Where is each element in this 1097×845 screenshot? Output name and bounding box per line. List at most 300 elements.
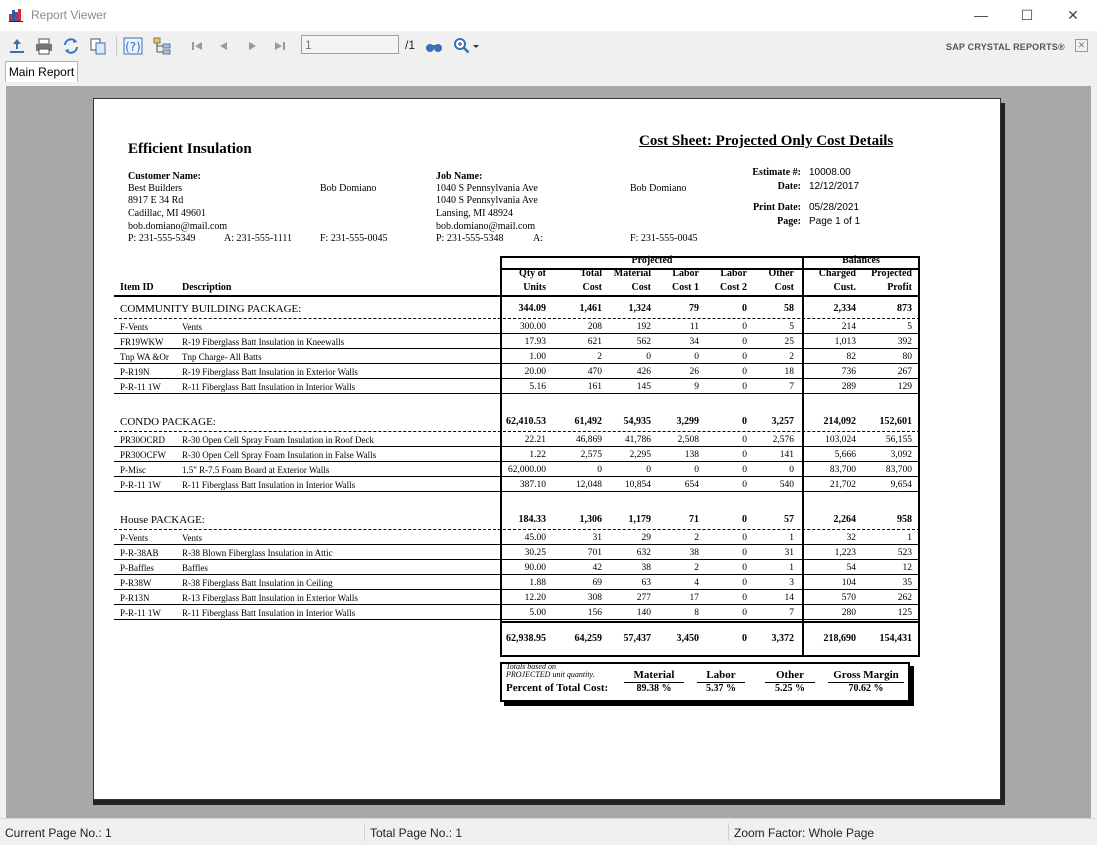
group-total-value: 873 xyxy=(897,303,912,314)
date-value: 12/12/2017 xyxy=(809,181,860,192)
item-value: 562 xyxy=(636,337,651,347)
other-percent-label: Other xyxy=(775,669,805,681)
row-rule xyxy=(114,574,920,575)
item-id: P-R38W xyxy=(120,578,152,588)
item-value: 125 xyxy=(897,608,912,618)
total-pages-status: Total Page No.: 1 xyxy=(370,826,463,840)
row-rule xyxy=(114,446,920,447)
group-total-value: 1,306 xyxy=(579,514,602,525)
job-phone: P: 231-555-5348 xyxy=(436,233,504,244)
customer-fax: F: 231-555-0045 xyxy=(320,233,388,244)
estimate-label: Estimate #: xyxy=(752,167,801,178)
row-rule xyxy=(114,461,920,462)
item-value: 0 xyxy=(694,352,699,362)
item-value: 5 xyxy=(789,322,794,332)
item-description: R-38 Blown Fiberglass Insulation in Attic xyxy=(182,548,333,558)
item-value: 2,508 xyxy=(677,435,699,445)
report-page xyxy=(93,98,1001,800)
row-rule xyxy=(114,348,920,349)
margin-percent-value: 70.62 % xyxy=(828,682,904,695)
item-value: 0 xyxy=(742,480,747,490)
item-value: 45.00 xyxy=(524,533,546,543)
page-number-input[interactable] xyxy=(301,35,399,54)
item-description: R-19 Fiberglass Batt Insulation in Kneewalls xyxy=(182,337,345,347)
item-value: 4 xyxy=(694,578,699,588)
item-value: 56,155 xyxy=(885,435,912,445)
item-value: 2 xyxy=(694,563,699,573)
column-header-lab2a: Labor xyxy=(720,268,747,279)
item-value: 0 xyxy=(597,465,602,475)
group-name: House PACKAGE: xyxy=(120,514,205,526)
company-name: Efficient Insulation xyxy=(128,141,252,157)
item-value: 0 xyxy=(742,352,747,362)
item-description: R-11 Fiberglass Batt Insulation in Interior Walls xyxy=(182,382,356,392)
item-value: 20.00 xyxy=(524,367,546,377)
row-rule xyxy=(114,491,920,492)
summary-note-2: PROJECTED unit quantity. xyxy=(506,670,595,679)
item-description: Baffles xyxy=(182,563,208,573)
item-value: 42 xyxy=(592,563,602,573)
item-value: 38 xyxy=(689,548,699,558)
balances-box-right xyxy=(918,256,920,656)
item-value: 12,048 xyxy=(575,480,602,490)
item-value: 9 xyxy=(694,382,699,392)
item-value: 1 xyxy=(907,533,912,543)
item-value: 83,700 xyxy=(829,465,856,475)
group-total-value: 0 xyxy=(742,416,747,427)
group-total-value: 57 xyxy=(784,514,794,525)
find-icon[interactable] xyxy=(424,36,444,56)
minimize-button[interactable]: — xyxy=(974,7,988,23)
item-value: 308 xyxy=(587,593,602,603)
item-value: 570 xyxy=(841,593,856,603)
material-percent-label: Material xyxy=(633,669,675,681)
title-bar xyxy=(0,0,1097,31)
group-total-value: 61,492 xyxy=(574,416,602,427)
group-total-value: 0 xyxy=(742,514,747,525)
row-rule xyxy=(114,363,920,364)
item-description: R-11 Fiberglass Batt Insulation in Interior Walls xyxy=(182,608,356,618)
group-total-value: 54,935 xyxy=(623,416,651,427)
item-value: 5,666 xyxy=(834,450,856,460)
column-header-prof1: Projected xyxy=(871,268,912,279)
item-id: P-R13N xyxy=(120,593,150,603)
item-value: 26 xyxy=(689,367,699,377)
item-value: 18 xyxy=(784,367,794,377)
current-page-status: Current Page No.: 1 xyxy=(5,826,112,840)
item-id: PR30OCRD xyxy=(120,435,166,445)
print-date-label: Print Date: xyxy=(752,202,801,213)
item-value: 138 xyxy=(684,450,699,460)
item-value: 1,013 xyxy=(834,337,856,347)
toolbar xyxy=(0,31,1097,61)
group-total-value: 1,461 xyxy=(579,303,602,314)
job-address-2: Lansing, MI 48924 xyxy=(436,208,513,219)
margin-percent-label: Gross Margin xyxy=(833,669,899,681)
item-value: 280 xyxy=(841,608,856,618)
item-value: 0 xyxy=(742,465,747,475)
help-icon[interactable] xyxy=(123,36,143,56)
group-total-value: 3,257 xyxy=(771,416,794,427)
labor-percent-label: Labor xyxy=(706,669,736,681)
item-value: 69 xyxy=(592,578,602,588)
header-bottom-rule xyxy=(114,295,920,297)
column-header-description: Description xyxy=(182,282,232,293)
first-page-icon[interactable] xyxy=(187,36,207,56)
group-total-value: 0 xyxy=(742,303,747,314)
item-description: Tnp Charge- All Batts xyxy=(182,352,262,362)
item-id: P-R19N xyxy=(120,367,150,377)
close-button[interactable]: ✕ xyxy=(1067,7,1079,23)
item-value: 214 xyxy=(841,322,856,332)
job-fax: F: 231-555-0045 xyxy=(630,233,698,244)
item-value: 31 xyxy=(784,548,794,558)
item-value: 262 xyxy=(897,593,912,603)
column-header-mat2: Cost xyxy=(631,282,651,293)
grand-total-bottom-rule xyxy=(500,655,920,657)
column-header-oth1: Other xyxy=(768,268,794,279)
job-email: bob.domiano@mail.com xyxy=(436,221,536,232)
item-value: 31 xyxy=(592,533,602,543)
status-bar xyxy=(0,818,1097,845)
job-name: 1040 S Pennsylvania Ave xyxy=(436,183,538,194)
customer-address-1: 8917 E 34 Rd xyxy=(128,195,184,206)
item-value: 0 xyxy=(742,548,747,558)
column-header-oth2: Cost xyxy=(774,282,794,293)
group-tree-icon[interactable] xyxy=(152,36,172,56)
item-value: 2,295 xyxy=(629,450,651,460)
toolbar-separator xyxy=(116,36,117,56)
item-id: FR19WKW xyxy=(120,337,164,347)
item-id: P-Baffles xyxy=(120,563,154,573)
item-id: P-R-11 1W xyxy=(120,382,161,392)
item-description: R-11 Fiberglass Batt Insulation in Interior Walls xyxy=(182,480,356,490)
item-value: 80 xyxy=(902,352,912,362)
customer-address-2: Cadillac, MI 49601 xyxy=(128,208,207,219)
group-total-value: 1,179 xyxy=(628,514,651,525)
item-description: Vents xyxy=(182,322,202,332)
export-icon[interactable] xyxy=(7,36,27,56)
row-rule xyxy=(114,476,920,477)
item-value: 32 xyxy=(846,533,856,543)
item-value: 10,854 xyxy=(624,480,651,490)
job-alt-phone: A: xyxy=(533,233,543,244)
item-value: 0 xyxy=(742,608,747,618)
item-description: 1.5" R-7.5 Foam Board at Exterior Walls xyxy=(182,465,330,475)
item-value: 104 xyxy=(841,578,856,588)
item-value: 0 xyxy=(646,465,651,475)
summary-note-1: Totals based on xyxy=(506,662,556,671)
copy-icon[interactable] xyxy=(88,36,108,56)
customer-label: Customer Name: xyxy=(128,171,201,182)
item-value: 8 xyxy=(694,608,699,618)
job-label: Job Name: xyxy=(436,171,483,182)
item-value: 3 xyxy=(789,578,794,588)
group-total-value: 152,601 xyxy=(879,416,912,427)
item-value: 35 xyxy=(902,578,912,588)
item-value: 470 xyxy=(587,367,602,377)
item-value: 701 xyxy=(587,548,602,558)
item-value: 5 xyxy=(907,322,912,332)
item-value: 392 xyxy=(897,337,912,347)
item-value: 0 xyxy=(742,563,747,573)
item-value: 17 xyxy=(689,593,699,603)
item-value: 208 xyxy=(587,322,602,332)
window-title: Report Viewer xyxy=(31,8,107,22)
row-rule xyxy=(114,559,920,560)
group-total-value: 2,264 xyxy=(833,514,856,525)
customer-name: Best Builders xyxy=(128,183,183,194)
group-total-value: 958 xyxy=(897,514,912,525)
grand-total-value: 3,450 xyxy=(676,633,699,644)
item-id: P-R-11 1W xyxy=(120,480,161,490)
row-rule xyxy=(114,378,920,379)
item-value: 29 xyxy=(641,533,651,543)
column-header-mat1: Material xyxy=(613,268,651,279)
item-value: 2 xyxy=(597,352,602,362)
grand-total-value: 57,437 xyxy=(623,633,651,644)
item-value: 0 xyxy=(646,352,651,362)
row-rule xyxy=(114,393,920,394)
group-dashed-rule xyxy=(114,529,920,530)
refresh-icon[interactable] xyxy=(61,36,81,56)
status-divider xyxy=(364,823,365,841)
item-value: 5.00 xyxy=(529,608,546,618)
item-value: 5.16 xyxy=(529,382,546,392)
group-total-value: 62,410.53 xyxy=(506,416,546,427)
grand-total-value: 154,431 xyxy=(879,633,912,644)
item-value: 54 xyxy=(846,563,856,573)
customer-email: bob.domiano@mail.com xyxy=(128,221,228,232)
item-description: Vents xyxy=(182,533,202,543)
item-value: 90.00 xyxy=(524,563,546,573)
customer-phone: P: 231-555-5349 xyxy=(128,233,196,244)
column-header-lab1b: Cost 1 xyxy=(672,282,699,293)
brand-label: SAP CRYSTAL REPORTS® xyxy=(946,42,1065,52)
column-header-prof2: Profit xyxy=(887,282,912,293)
group-name: COMMUNITY BUILDING PACKAGE: xyxy=(120,303,302,315)
item-value: 11 xyxy=(689,322,699,332)
item-value: 1.00 xyxy=(529,352,546,362)
estimate-value: 10008.00 xyxy=(809,167,851,178)
item-value: 62,000.00 xyxy=(508,465,546,475)
item-value: 2 xyxy=(789,352,794,362)
item-value: 0 xyxy=(742,533,747,543)
item-id: PR30OCFW xyxy=(120,450,167,460)
page-value: Page 1 of 1 xyxy=(809,216,861,227)
zoom-status: Zoom Factor: Whole Page xyxy=(734,826,875,840)
item-value: 632 xyxy=(636,548,651,558)
other-percent-value: 5.25 % xyxy=(765,682,815,695)
item-value: 0 xyxy=(789,465,794,475)
grand-total-value: 64,259 xyxy=(574,633,602,644)
item-value: 0 xyxy=(742,450,747,460)
column-header-lab2b: Cost 2 xyxy=(720,282,747,293)
group-total-value: 79 xyxy=(689,303,699,314)
projected-group-header: Projected xyxy=(631,255,673,266)
item-value: 103,024 xyxy=(825,435,856,445)
column-header-qty1: Qty of xyxy=(519,268,546,279)
group-total-value: 344.09 xyxy=(518,303,546,314)
page-label: Page: xyxy=(777,216,801,227)
item-value: 63 xyxy=(641,578,651,588)
group-total-value: 3,299 xyxy=(676,416,699,427)
status-divider xyxy=(728,823,729,841)
item-value: 9,654 xyxy=(890,480,912,490)
close-view-icon[interactable]: ✕ xyxy=(1075,39,1088,52)
item-value: 34 xyxy=(689,337,699,347)
group-total-value: 1,324 xyxy=(628,303,651,314)
maximize-button[interactable]: ☐ xyxy=(1020,7,1034,23)
item-value: 17.93 xyxy=(524,337,546,347)
item-value: 0 xyxy=(742,435,747,445)
group-total-value: 2,334 xyxy=(833,303,856,314)
group-dashed-rule xyxy=(114,431,920,432)
grand-total-value: 218,690 xyxy=(823,633,856,644)
group-total-value: 58 xyxy=(784,303,794,314)
item-value: 145 xyxy=(636,382,651,392)
item-value: 161 xyxy=(587,382,602,392)
column-header-total2: Cost xyxy=(582,282,602,293)
item-value: 140 xyxy=(636,608,651,618)
item-description: R-30 Open Cell Spray Foam Insulation in Roof Deck xyxy=(182,435,374,445)
item-id: P-R-11 1W xyxy=(120,608,161,618)
item-value: 25 xyxy=(784,337,794,347)
previous-page-icon[interactable] xyxy=(214,36,234,56)
last-page-icon[interactable] xyxy=(270,36,290,56)
item-description: R-38 Fiberglass Batt Insulation in Ceiling xyxy=(182,578,333,588)
item-value: 12.20 xyxy=(524,593,546,603)
row-rule xyxy=(114,333,920,334)
group-name: CONDO PACKAGE: xyxy=(120,416,216,428)
item-value: 192 xyxy=(636,322,651,332)
print-icon[interactable] xyxy=(34,36,54,56)
item-value: 523 xyxy=(897,548,912,558)
item-value: 277 xyxy=(636,593,651,603)
item-value: 621 xyxy=(587,337,602,347)
column-header-qty2: Units xyxy=(523,282,546,293)
item-value: 2,575 xyxy=(580,450,602,460)
item-description: R-13 Fiberglass Batt Insulation in Exterior Walls xyxy=(182,593,358,603)
item-value: 46,869 xyxy=(575,435,602,445)
grand-total-value: 0 xyxy=(742,633,747,644)
group-total-value: 214,092 xyxy=(823,416,856,427)
group-total-value: 184.33 xyxy=(518,514,546,525)
item-value: 3,092 xyxy=(890,450,912,460)
customer-alt-phone: A: 231-555-1111 xyxy=(224,233,293,244)
item-value: 540 xyxy=(779,480,794,490)
item-value: 387.10 xyxy=(519,480,546,490)
total-pages-label: /1 xyxy=(405,38,416,52)
item-value: 2,576 xyxy=(772,435,794,445)
item-value: 156 xyxy=(587,608,602,618)
item-value: 0 xyxy=(742,593,747,603)
item-value: 21,702 xyxy=(829,480,856,490)
item-value: 0 xyxy=(742,578,747,588)
grand-total-value: 3,372 xyxy=(771,633,794,644)
item-value: 14 xyxy=(784,593,794,603)
item-value: 0 xyxy=(742,367,747,377)
item-value: 7 xyxy=(789,382,794,392)
item-value: 0 xyxy=(742,322,747,332)
item-id: P-Misc xyxy=(120,465,147,475)
item-description: R-19 Fiberglass Batt Insulation in Exterior Walls xyxy=(182,367,358,377)
item-value: 41,786 xyxy=(624,435,651,445)
next-page-icon[interactable] xyxy=(242,36,262,56)
customer-contact: Bob Domiano xyxy=(320,183,377,194)
item-description: R-30 Open Cell Spray Foam Insulation in False Walls xyxy=(182,450,377,460)
column-header-lab1a: Labor xyxy=(672,268,699,279)
job-address-1: 1040 S Pennsylvania Ave xyxy=(436,195,538,206)
zoom-icon[interactable] xyxy=(452,36,472,56)
item-value: 0 xyxy=(742,337,747,347)
item-value: 1.88 xyxy=(529,578,546,588)
item-value: 22.21 xyxy=(524,435,546,445)
row-rule xyxy=(114,619,920,620)
item-value: 82 xyxy=(846,352,856,362)
print-date-value: 05/28/2021 xyxy=(809,202,860,213)
item-value: 2 xyxy=(694,533,699,543)
column-header-chg2: Cust. xyxy=(833,282,856,293)
item-value: 38 xyxy=(641,563,651,573)
item-value: 300.00 xyxy=(519,322,546,332)
item-value: 0 xyxy=(694,465,699,475)
job-contact: Bob Domiano xyxy=(630,183,687,194)
date-label: Date: xyxy=(777,181,801,192)
group-dashed-rule xyxy=(114,318,920,319)
item-id: P-Vents xyxy=(120,533,149,543)
balances-group-header: Balances xyxy=(842,255,880,266)
item-value: 267 xyxy=(897,367,912,377)
item-value: 141 xyxy=(779,450,794,460)
material-percent-value: 89.38 % xyxy=(624,682,684,695)
summary-label: Percent of Total Cost: xyxy=(506,682,609,694)
item-value: 129 xyxy=(897,382,912,392)
item-value: 83,700 xyxy=(885,465,912,475)
item-value: 7 xyxy=(789,608,794,618)
report-app-icon xyxy=(9,8,23,22)
report-title: Cost Sheet: Projected Only Cost Details xyxy=(639,133,894,149)
item-value: 1 xyxy=(789,533,794,543)
grand-total-value: 62,938.95 xyxy=(506,633,546,644)
item-id: F-Vents xyxy=(120,322,149,332)
item-value: 1.22 xyxy=(529,450,546,460)
labor-percent-value: 5.37 % xyxy=(697,682,745,695)
item-id: P-R-38AB xyxy=(120,548,159,558)
item-value: 1 xyxy=(789,563,794,573)
item-value: 1,223 xyxy=(834,548,856,558)
svg-text:(?): (?) xyxy=(125,40,141,54)
row-rule xyxy=(114,544,920,545)
item-value: 654 xyxy=(684,480,699,490)
zoom-dropdown-icon[interactable] xyxy=(472,36,480,56)
tab-main-report[interactable]: Main Report xyxy=(5,61,78,82)
item-value: 12 xyxy=(902,563,912,573)
column-header-chg1: Charged xyxy=(818,268,856,279)
group-total-value: 71 xyxy=(689,514,699,525)
grand-total-top-rule xyxy=(500,621,920,623)
column-header-total1: Total xyxy=(580,268,602,279)
item-value: 736 xyxy=(841,367,856,377)
item-id: Tnp WA &Or xyxy=(120,352,169,362)
item-value: 426 xyxy=(636,367,651,377)
row-rule xyxy=(114,589,920,590)
row-rule xyxy=(114,604,920,605)
item-value: 30.25 xyxy=(524,548,546,558)
item-value: 0 xyxy=(742,382,747,392)
item-value: 289 xyxy=(841,382,856,392)
column-header-item-id: Item ID xyxy=(120,282,154,293)
